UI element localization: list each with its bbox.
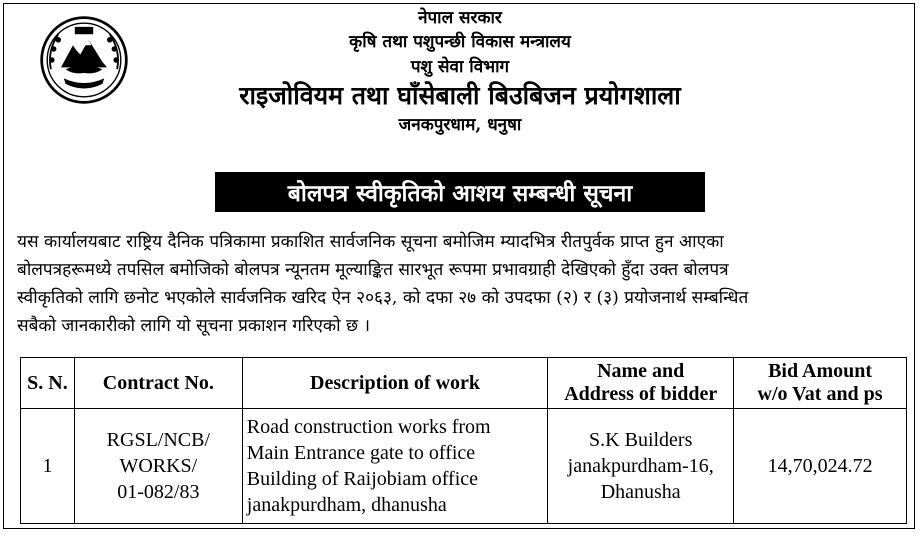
column-header-bidder: Name and Address of bidder (548, 358, 734, 409)
cell-sn: 1 (21, 409, 75, 524)
table-row (21, 409, 907, 524)
office-header (0, 8, 920, 136)
column-header-sn: S. N. (21, 358, 75, 409)
column-header-description: Description of work (242, 358, 548, 409)
cell-contract-no: RGSL/NCB/ WORKS/ 01-082/83 (74, 409, 242, 524)
column-header-contract: Contract No. (74, 358, 242, 409)
column-header-amount: Bid Amount w/o Vat and ps (734, 358, 907, 409)
cell-bid-amount: 14,70,024.72 (734, 409, 907, 524)
office-address: जनकपुरधाम, धनुषा (398, 115, 522, 135)
office-name: राइजोवियम तथा घाँसेबाली बिउबिजन प्रयोगशाला (239, 80, 681, 110)
cell-bidder: S.K Builders janakpurdham-16, Dhanusha (548, 409, 734, 524)
bid-award-table (20, 357, 907, 524)
notice-body-line: बोलपत्रहरूमध्ये तपसिल बमोजिको बोलपत्र न्यूनतम मूल्याङ्कित सारभूत रूपमा प्रभावग्राही देखिएको हुँदा उक्त बोलपत्र (17, 260, 729, 280)
notice-body-line: सबैको जानकारीको लागि यो सूचना प्रकाशन गरिएको छ । (17, 316, 371, 336)
notice-body-line: यस कार्यालयबाट राष्ट्रिय दैनिक पत्रिकामा प्रकाशित सार्वजनिक सूचना बमोजिम म्यादभित्र रीतपुर्वक प्राप्त हुन आएका (17, 232, 724, 252)
department-name: पशु सेवा विभाग (410, 56, 510, 77)
cell-description: Road construction works from Main Entrance gate to office Building of Raijobiam office janakpurdham, dhanusha (242, 409, 548, 524)
notice-title: बोलपत्र स्वीकृतिको आशय सम्बन्धी सूचना (215, 172, 705, 212)
notice-body-line: स्वीकृतिको लागि छनोट भएकोले सार्वजनिक खरिद ऐन २०६३, को दफा २७ को उपदफा (२) र (३) प्रयोजनार्थ सम्बन्धित (17, 288, 749, 308)
ministry-name: कृषि तथा पशुपन्छी विकास मन्त्रालय (349, 32, 571, 53)
government-name: नेपाल सरकार (418, 8, 502, 28)
table-header-row (21, 358, 907, 409)
notice-body (17, 228, 907, 340)
